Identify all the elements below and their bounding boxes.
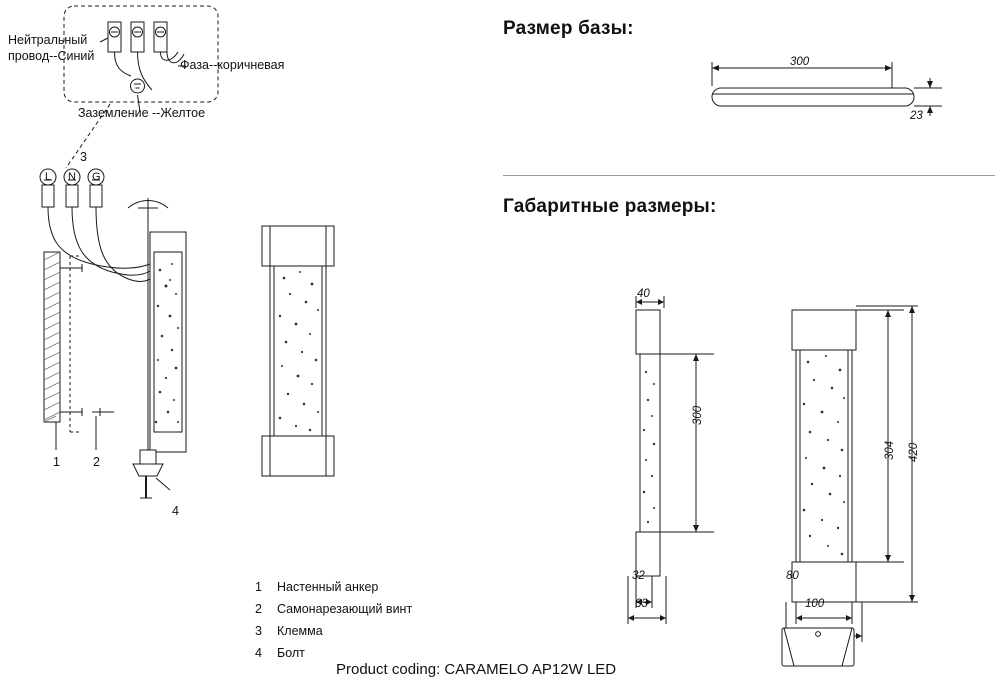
- callout-3-terminal: 3: [80, 150, 87, 164]
- overall-dimensions-heading: Габаритные размеры:: [503, 196, 717, 217]
- product-coding-text: Product coding: CARAMELO AP12W LED: [336, 661, 617, 678]
- connector-marker-N: N: [68, 171, 76, 183]
- overall-dim-height-420: [908, 443, 920, 462]
- fixture-left-body: [150, 232, 186, 452]
- connector-marker-L: L: [45, 171, 52, 183]
- legend-item-number: 2: [255, 602, 262, 616]
- legend-item-number: 4: [255, 646, 262, 660]
- base-size-svg: [690, 48, 980, 148]
- label-neutral-wire: [8, 33, 94, 64]
- overall-dim-height-300: [692, 406, 704, 425]
- legend-item: [255, 580, 555, 594]
- base-dim-length-300: 300: [790, 56, 810, 68]
- section-divider: [503, 175, 995, 176]
- legend-item: [255, 646, 555, 660]
- legend-item-label: Клемма: [277, 624, 323, 638]
- label-ground-wire: Заземление --Желтое: [78, 106, 206, 120]
- bottom-plan-view: [782, 628, 854, 666]
- legend-item: [255, 602, 555, 616]
- overall-dimensions-svg: [600, 280, 1000, 680]
- overall-dim-height-304: [884, 441, 896, 460]
- callout-4-bolt: 4: [172, 504, 179, 518]
- fixture-right-body: [262, 226, 334, 476]
- wiring-detail-svg: [0, 0, 470, 180]
- wall-hatching: [44, 252, 60, 422]
- overall-dim-bottom-63: 63: [635, 598, 648, 610]
- wiring-detail-group: [0, 0, 470, 180]
- legend-item-number: 3: [255, 624, 262, 638]
- overall-dim-width-80: 80: [786, 570, 799, 582]
- callout-2-self-tapping-screw: 2: [93, 455, 100, 469]
- overall-dim-height-420-text: 420: [908, 442, 920, 462]
- install-diagram-svg: [0, 160, 470, 560]
- label-phase-wire: Фаза--коричневая: [180, 58, 285, 72]
- base-size-heading: Размер базы:: [503, 18, 634, 39]
- legend: [255, 580, 555, 660]
- base-size-drawing: [690, 48, 980, 148]
- connector-marker-G: G: [92, 171, 101, 183]
- legend-item-label: Болт: [277, 646, 305, 660]
- legend-item-label: Настенный анкер: [277, 580, 379, 594]
- overall-dim-width-100: 100: [805, 598, 825, 610]
- overall-dim-top-40: 40: [637, 288, 650, 300]
- legend-item-label: Самонарезающий винт: [277, 602, 413, 616]
- overall-dim-height-304-text: 304: [884, 440, 896, 460]
- overall-dimensions-drawing: [600, 280, 1000, 680]
- overall-dim-height-300-text: 300: [692, 405, 704, 425]
- install-diagram-group: [0, 160, 470, 560]
- legend-item: [255, 624, 555, 638]
- legend-item-number: 1: [255, 580, 262, 594]
- overall-dim-bottom-32: 32: [632, 570, 645, 582]
- callout-1-wall-anchor: 1: [53, 455, 60, 469]
- label-neutral-wire-line2: провод--Синий: [8, 48, 95, 63]
- label-neutral-wire-line1: Нейтральный: [8, 33, 88, 47]
- base-dim-thickness-23: 23: [910, 110, 923, 122]
